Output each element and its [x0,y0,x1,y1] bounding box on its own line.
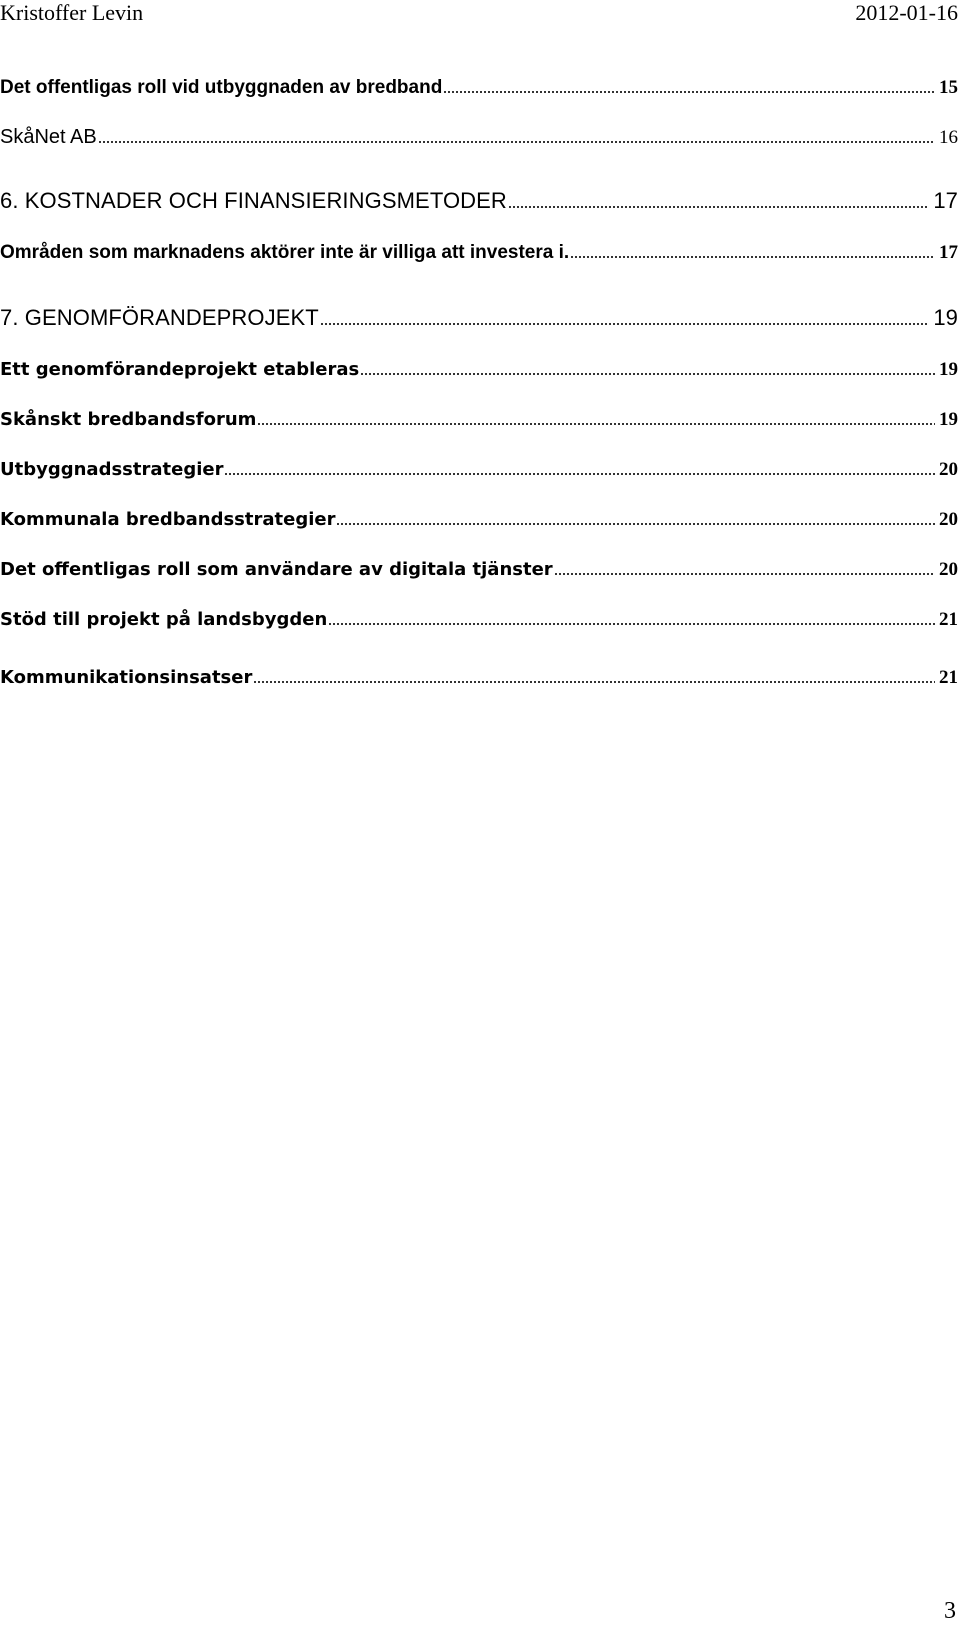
toc-dot-leader [224,473,935,475]
toc-entry[interactable] [0,65,960,97]
toc-entry-title: Utbyggnadsstrategier [0,459,224,480]
page-header [0,0,960,30]
toc-entry-title: 7. GENOMFÖRANDEPROJEKT [0,305,319,330]
toc-entry-page: 17 [939,242,958,263]
toc-entry-title: Ett genomförandeprojekt etableras [0,359,360,380]
toc-entry-page: 20 [939,559,958,580]
toc-entry[interactable] [0,447,960,479]
toc-dot-leader [443,91,935,93]
toc-entry[interactable] [0,397,960,429]
toc-entry[interactable] [0,655,960,687]
header-date: 2012-01-16 [855,0,958,25]
toc-entry-page: 17 [933,188,958,213]
toc-entry-page: 20 [939,459,958,480]
toc-dot-leader [570,256,935,258]
header-author: Kristoffer Levin [0,0,144,25]
toc-entry-title: Stöd till projekt på landsbygden [0,609,328,630]
toc-entry[interactable] [0,597,960,629]
toc-entry[interactable] [0,547,960,579]
toc-entry-title: Områden som marknadens aktörer inte är villiga att investera i. [0,242,570,263]
toc-entry[interactable] [0,497,960,529]
toc-entry-page: 19 [939,359,958,380]
toc-entry-page: 19 [939,409,958,430]
toc-entry[interactable] [0,347,960,379]
toc-entry-title: Kommunala bredbandsstrategier [0,509,336,530]
toc-entry-title: Det offentligas roll som användare av digitala tjänster [0,559,553,580]
toc-dot-leader [320,323,929,325]
toc-entry[interactable] [0,230,960,262]
toc-entry-page: 21 [939,667,958,688]
toc-entry-page: 16 [939,127,958,148]
toc-dot-leader [554,573,935,575]
toc-dot-leader [336,523,935,525]
toc-chapter-entry[interactable] [0,297,960,329]
toc-entry-title: Skånskt bredbandsforum [0,409,257,430]
toc-dot-leader [508,206,929,208]
toc-chapter-entry[interactable] [0,180,960,212]
toc-entry-title: Det offentligas roll vid utbyggnaden av bredband [0,77,443,98]
toc-entry-page: 20 [939,509,958,530]
toc-entry[interactable] [0,115,960,147]
toc-dot-leader [257,423,935,425]
toc-entry-page: 19 [933,305,958,330]
toc-dot-leader [328,623,935,625]
toc-entry-title: SkåNet AB [0,126,97,148]
toc-entry-page: 15 [939,77,958,98]
toc-entry-page: 21 [939,609,958,630]
toc-dot-leader [253,681,935,683]
toc-entry-title: Kommunikationsinsatser [0,667,253,688]
toc-dot-leader [98,141,935,143]
toc-entry-title: 6. KOSTNADER OCH FINANSIERINGSMETODER [0,188,507,213]
page-number: 3 [944,1598,956,1624]
toc-dot-leader [360,373,935,375]
